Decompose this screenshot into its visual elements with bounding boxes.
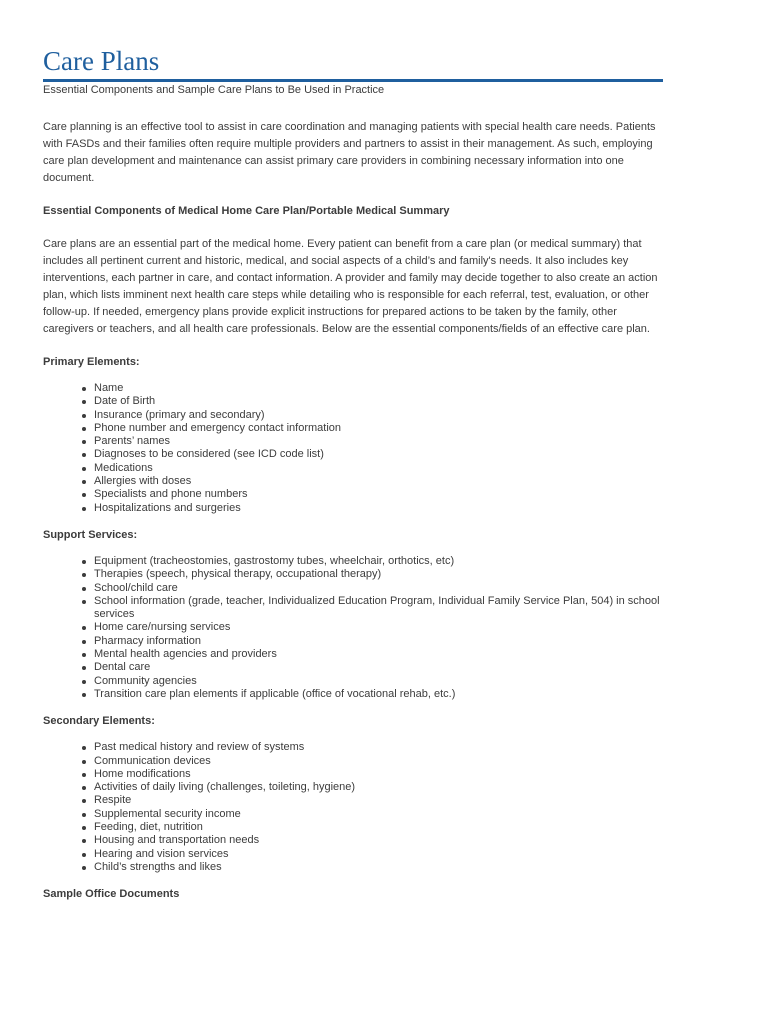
list-item: Home care/nursing services <box>94 621 663 634</box>
list-item: Insurance (primary and secondary) <box>94 409 663 422</box>
page-title: Care Plans <box>43 46 160 76</box>
list-item: Past medical history and review of systems <box>94 741 663 754</box>
list-item: Date of Birth <box>94 395 663 408</box>
list-item: Specialists and phone numbers <box>94 488 663 501</box>
list-item: Child’s strengths and likes <box>94 861 663 874</box>
list-item: Dental care <box>94 661 663 674</box>
list-item: Mental health agencies and providers <box>94 648 663 661</box>
essential-components-paragraph: Care plans are an essential part of the medical home. Every patient can benefit from a care plan (or medical summary) that includes all pertinent current and historic, medical, and social aspects of a child’s and family's needs. It also includes key interventions, each partner in care, and contact information. A provider and family may decide together to also create an action plan, which lists imminent next health care steps while detailing who is responsible for each referral, test, evaluation, or other follow-up. If needed, emergency plans provide explicit instructions for prepared actions to be taken by the family, other caregivers or teachers, and all health care professionals. Below are the essential components/fields of an effective care plan. <box>43 238 658 335</box>
secondary-elements-heading: Secondary Elements: <box>43 715 155 728</box>
list-item: School information (grade, teacher, Individualized Education Program, Individual Family Service Plan, 504) in school services <box>94 595 663 622</box>
title-divider <box>43 79 663 82</box>
list-item: Allergies with doses <box>94 475 663 488</box>
list-item: School/child care <box>94 582 663 595</box>
list-item: Therapies (speech, physical therapy, occupational therapy) <box>94 568 663 581</box>
support-services-list <box>43 555 663 701</box>
list-item: Transition care plan elements if applicable (office of vocational rehab, etc.) <box>94 688 663 701</box>
essential-components-heading: Essential Components of Medical Home Care Plan/Portable Medical Summary <box>43 205 450 217</box>
primary-elements-list <box>43 382 663 515</box>
list-item: Home modifications <box>94 768 663 781</box>
document-page <box>43 44 663 901</box>
list-item: Diagnoses to be considered (see ICD code list) <box>94 448 663 461</box>
page-subtitle: Essential Components and Sample Care Plans to Be Used in Practice <box>43 84 385 96</box>
intro-paragraph: Care planning is an effective tool to assist in care coordination and managing patients with special health care needs. Patients with FASDs and their families often require multiple providers and partners to assist in their management. As such, employing care plan development and maintenance can assist primary care providers in combining necessary information into one document. <box>43 121 656 184</box>
support-services-heading: Support Services: <box>43 528 138 541</box>
list-item: Respite <box>94 794 663 807</box>
list-item: Hearing and vision services <box>94 848 663 861</box>
list-item: Feeding, diet, nutrition <box>94 821 663 834</box>
list-item: Medications <box>94 462 663 475</box>
list-item: Supplemental security income <box>94 808 663 821</box>
sample-office-documents-heading: Sample Office Documents <box>43 888 180 901</box>
list-item: Phone number and emergency contact information <box>94 422 663 435</box>
list-item: Pharmacy information <box>94 635 663 648</box>
list-item: Communication devices <box>94 755 663 768</box>
list-item: Name <box>94 382 663 395</box>
secondary-elements-list <box>43 741 663 874</box>
list-item: Housing and transportation needs <box>94 834 663 847</box>
list-item: Hospitalizations and surgeries <box>94 502 663 515</box>
list-item: Equipment (tracheostomies, gastrostomy tubes, wheelchair, orthotics, etc) <box>94 555 663 568</box>
list-item: Parents’ names <box>94 435 663 448</box>
list-item: Community agencies <box>94 675 663 688</box>
primary-elements-heading: Primary Elements: <box>43 356 140 368</box>
list-item: Activities of daily living (challenges, toileting, hygiene) <box>94 781 663 794</box>
